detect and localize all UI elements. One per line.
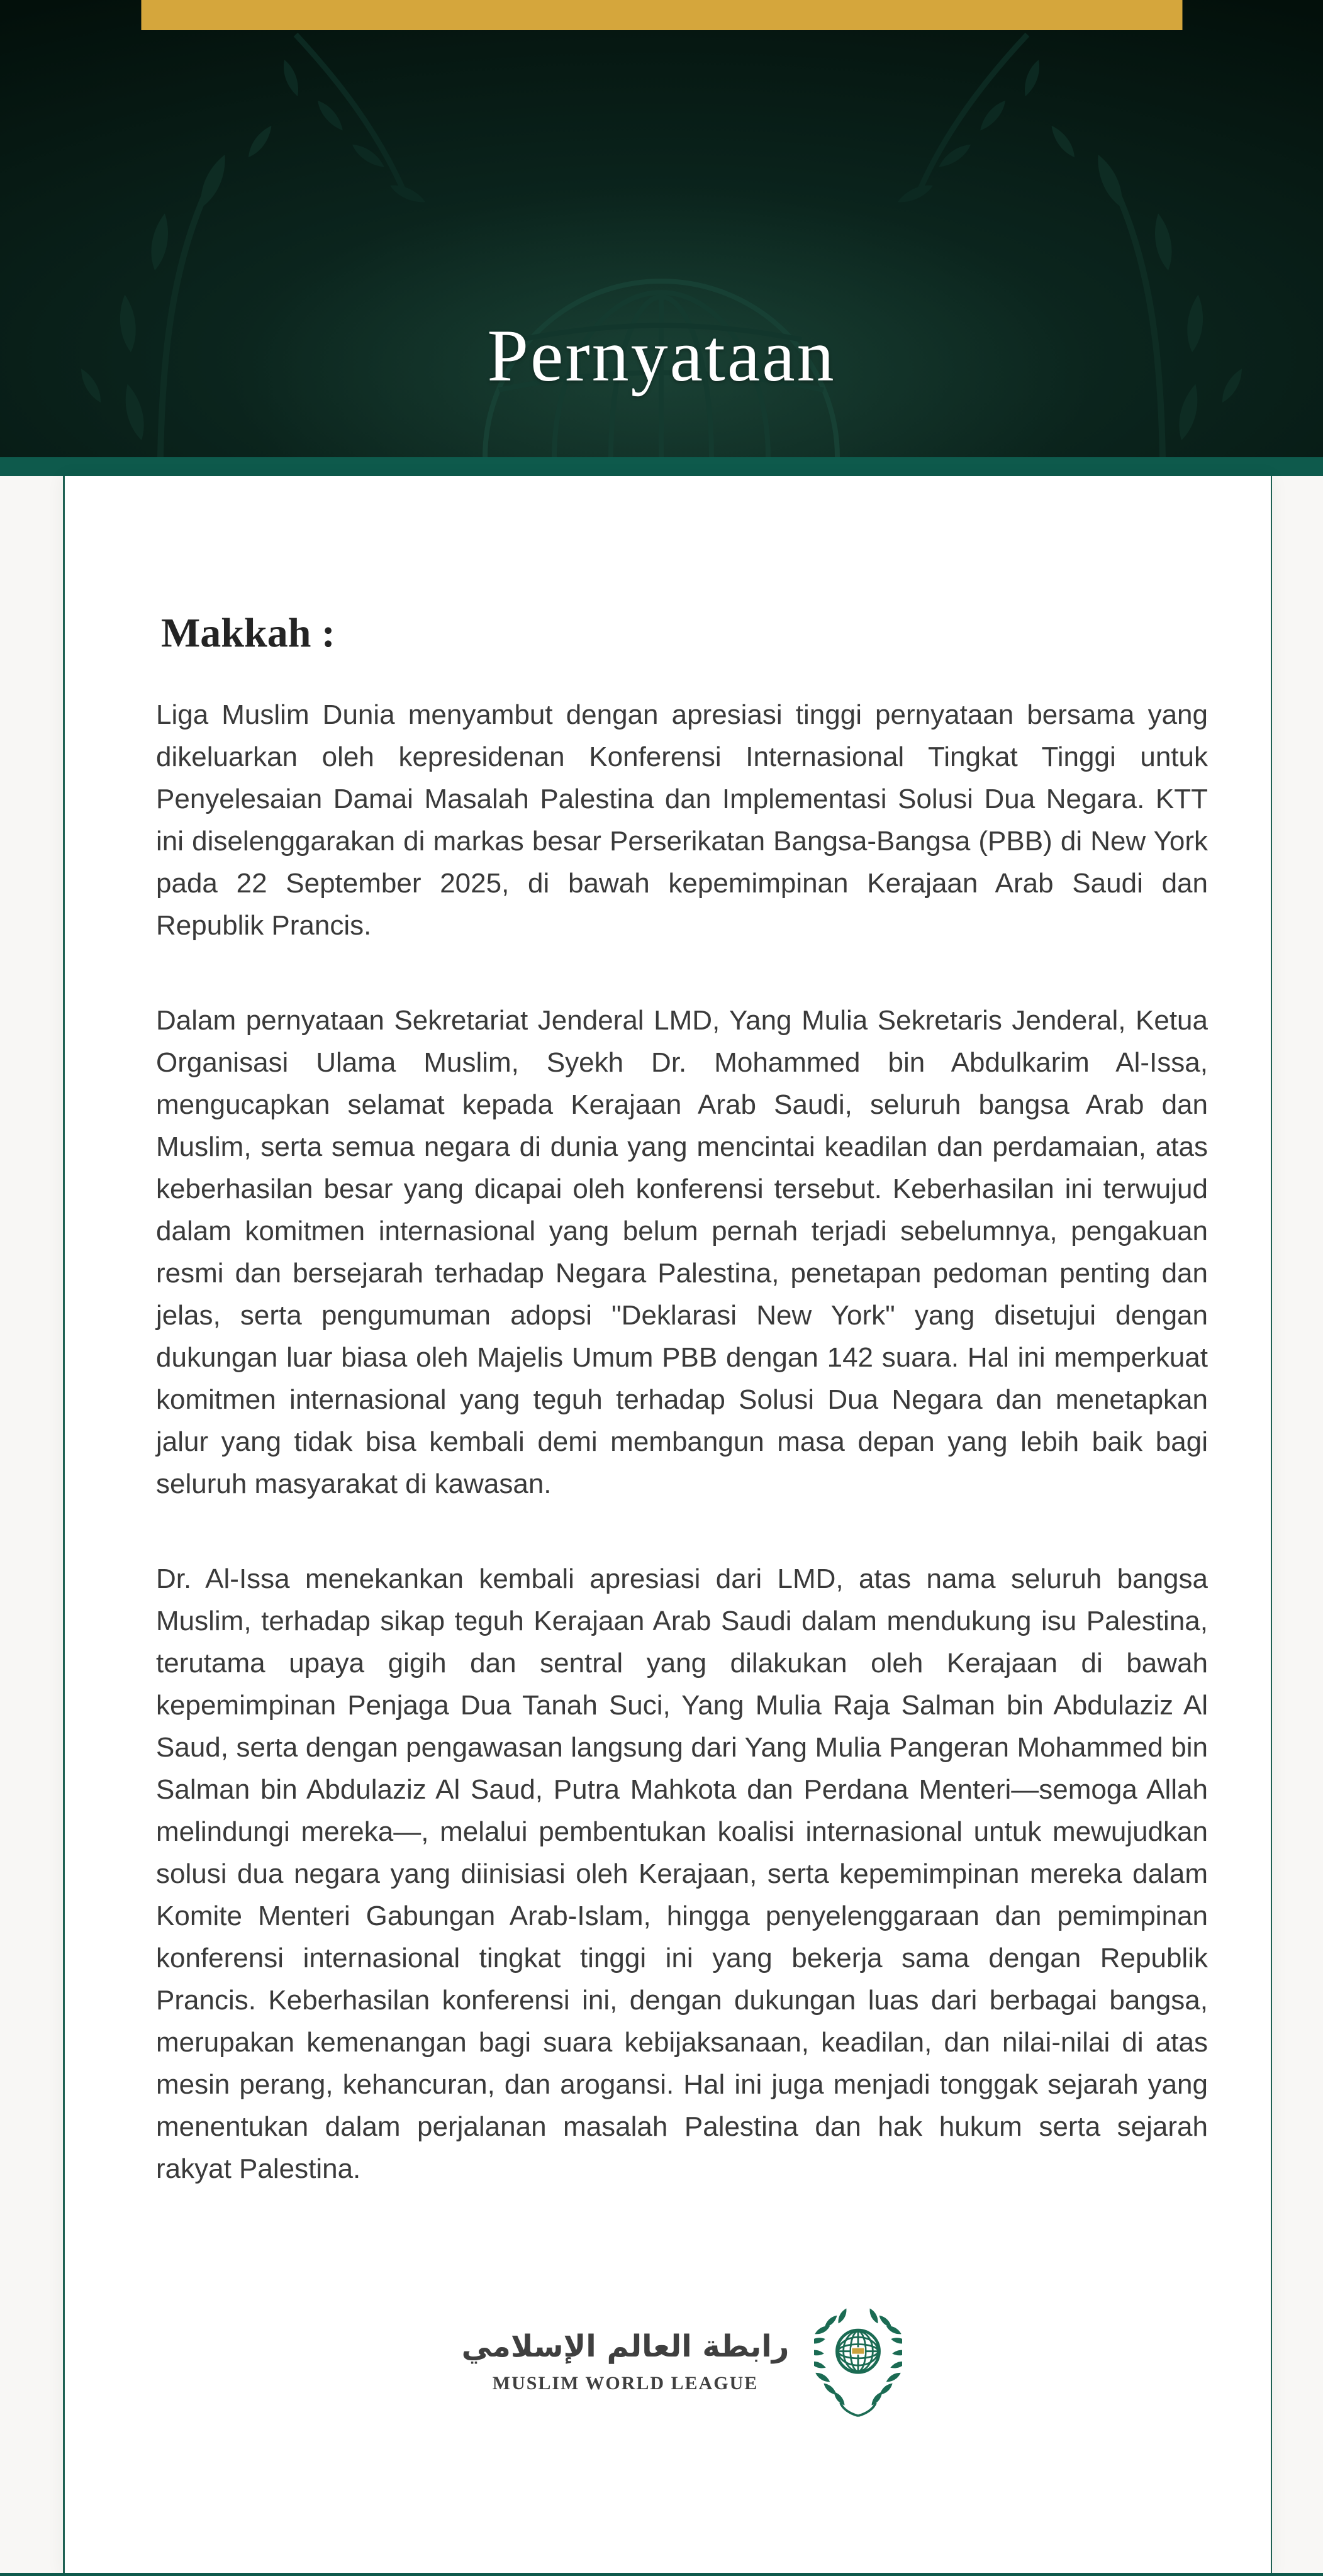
page-header (0, 0, 1323, 476)
gold-accent-bar (141, 0, 1182, 30)
location-heading: Makkah : (161, 610, 335, 656)
statement-paragraph-2: Dalam pernyataan Sekretariat Jenderal LMD, Yang Mulia Sekretaris Jenderal, Ketua Organisasi Ulama Muslim, Syekh Dr. Mohammed bin Abdulkarim Al-Issa, mengucapkan selamat kepada Kerajaan Arab Saudi, seluruh bangsa Arab dan Muslim, serta semua negara di dunia yang mencintai keadilan dan perdamaian, atas keberhasilan besar yang dicapai oleh konferensi tersebut. Keberhasilan ini terwujud dalam komitmen internasional yang belum pernah terjadi sebelumnya, pengakuan resmi dan bersejarah terhadap Negara Palestina, penetapan pedoman penting dan jelas, serta pengumuman adopsi "Deklarasi New York" yang disetujui dengan dukungan luar biasa oleh Majelis Umum PBB dengan 142 suara. Hal ini memperkuat komitmen internasional yang teguh terhadap Solusi Dua Negara dan menetapkan jalur yang tidak bisa kembali demi membangun masa depan yang lebih baik bagi seluruh masyarakat di kawasan. (156, 1005, 1208, 1499)
statement-card (63, 476, 1272, 2576)
teal-band (0, 457, 1323, 476)
statement-paragraph-3: Dr. Al-Issa menekankan kembali apresiasi dari LMD, atas nama seluruh bangsa Muslim, terhadap sikap teguh Kerajaan Arab Saudi dalam mendukung isu Palestina, terutama upaya gigih dan sentral yang dilakukan oleh Kerajaan di bawah kepemimpinan Penjaga Dua Tanah Suci, Yang Mulia Raja Salman bin Abdulaziz Al Saud, serta dengan pengawasan langsung dari Yang Mulia Pangeran Mohammed bin Salman bin Abdulaziz Al Saud, Putra Mahkota dan Perdana Menteri—semoga Allah melindungi mereka—, melalui pembentukan koalisi internasional untuk mewujudkan solusi dua negara yang diinisiasi oleh Kerajaan, serta kepemimpinan mereka dalam Komite Menteri Gabungan Arab-Islam, hingga penyelenggaraan dan pemimpinan konferensi internasional tingkat tinggi ini yang bekerja sama dengan Republik Prancis. Keberhasilan konferensi ini, dengan dukungan luas dari berbagai bangsa, merupakan kemenangan bagi suara kebijaksanaan, keadilan, dan nilai-nilai di atas mesin perang, kehancuran, dan arogansi. Hal ini juga menjadi tonggak sejarah yang menentukan dalam perjalanan masalah Palestina dan hak hukum serta sejarah rakyat Palestina. (156, 1563, 1208, 2184)
mwl-arabic-calligraphy: رابطة العالم الإسلامي (461, 2329, 790, 2364)
footer-teal-line (0, 2573, 1323, 2576)
mwl-globe-laurel-emblem-icon (814, 2303, 902, 2420)
page-title: Pernyataan (487, 314, 836, 397)
statement-paragraph-1: Liga Muslim Dunia menyambut dengan apresiasi tinggi pernyataan bersama yang dikeluarkan oleh kepresidenan Konferensi Internasional Tingkat Tinggi untuk Penyelesaian Damai Masalah Palestina dan Implementasi Solusi Dua Negara. KTT ini diselenggarakan di markas besar Perserikatan Bangsa-Bangsa (PBB) di New York pada 22 September 2025, di bawah kepemimpinan Kerajaan Arab Saudi dan Republik Prancis. (156, 699, 1208, 941)
mwl-logo (156, 2303, 1208, 2420)
mwl-logo-text (462, 2329, 790, 2394)
mwl-wordmark: MUSLIM WORLD LEAGUE (492, 2373, 759, 2394)
